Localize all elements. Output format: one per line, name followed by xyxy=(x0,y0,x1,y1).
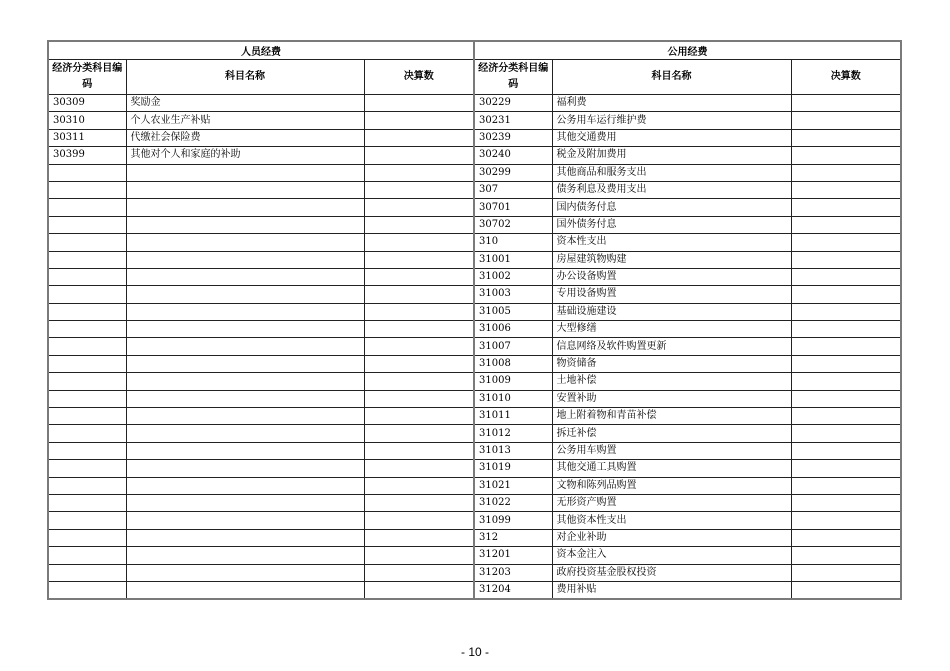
right-amount-cell xyxy=(791,390,901,407)
right-name-cell: 其他交通工具购置 xyxy=(552,460,791,477)
right-amount-cell xyxy=(791,164,901,181)
left-code-cell xyxy=(48,303,126,320)
left-name-cell xyxy=(126,564,364,581)
left-code-cell xyxy=(48,581,126,599)
right-name-cell: 无形资产购置 xyxy=(552,494,791,511)
right-code-cell: 30701 xyxy=(474,199,552,216)
left-amount-cell xyxy=(364,442,474,459)
table-row xyxy=(48,251,901,268)
column-header-left-amount: 决算数 xyxy=(364,60,474,95)
left-amount-cell xyxy=(364,512,474,529)
expenditure-table xyxy=(47,40,902,600)
right-amount-cell xyxy=(791,251,901,268)
left-code-cell xyxy=(48,529,126,546)
left-name-cell xyxy=(126,512,364,529)
right-code-cell: 31002 xyxy=(474,268,552,285)
left-code-cell xyxy=(48,234,126,251)
right-code-cell: 30229 xyxy=(474,95,552,112)
right-name-cell: 大型修缮 xyxy=(552,321,791,338)
left-code-cell xyxy=(48,477,126,494)
right-name-cell: 其他交通费用 xyxy=(552,129,791,146)
left-name-cell xyxy=(126,321,364,338)
left-amount-cell xyxy=(364,477,474,494)
right-name-cell: 国外债务付息 xyxy=(552,216,791,233)
table-row xyxy=(48,164,901,181)
left-amount-cell xyxy=(364,547,474,564)
table-row xyxy=(48,216,901,233)
column-header-left-code: 经济分类科目编码 xyxy=(48,60,126,95)
left-amount-cell xyxy=(364,147,474,164)
left-name-cell xyxy=(126,199,364,216)
right-code-cell: 31021 xyxy=(474,477,552,494)
right-name-cell: 政府投资基金股权投资 xyxy=(552,564,791,581)
left-amount-cell xyxy=(364,216,474,233)
table-row xyxy=(48,147,901,164)
right-amount-cell xyxy=(791,199,901,216)
left-code-cell xyxy=(48,425,126,442)
right-name-cell: 办公设备购置 xyxy=(552,268,791,285)
left-code-cell xyxy=(48,460,126,477)
left-code-cell xyxy=(48,321,126,338)
left-amount-cell xyxy=(364,494,474,511)
page-number: - 10 - xyxy=(460,645,489,659)
left-name-cell xyxy=(126,234,364,251)
left-code-cell xyxy=(48,564,126,581)
left-amount-cell xyxy=(364,408,474,425)
left-name-cell: 其他对个人和家庭的补助 xyxy=(126,147,364,164)
right-code-cell: 31022 xyxy=(474,494,552,511)
left-code-cell xyxy=(48,181,126,198)
table-row xyxy=(48,494,901,511)
right-amount-cell xyxy=(791,95,901,112)
table-row xyxy=(48,373,901,390)
table-row xyxy=(48,581,901,599)
right-amount-cell xyxy=(791,581,901,599)
right-name-cell: 资本金注入 xyxy=(552,547,791,564)
table-row xyxy=(48,199,901,216)
table-row xyxy=(48,390,901,407)
column-header-right-amount: 决算数 xyxy=(791,60,901,95)
left-code-cell xyxy=(48,373,126,390)
left-amount-cell xyxy=(364,286,474,303)
left-name-cell: 奖励金 xyxy=(126,95,364,112)
left-name-cell xyxy=(126,477,364,494)
right-name-cell: 土地补偿 xyxy=(552,373,791,390)
right-name-cell: 公务用车运行维护费 xyxy=(552,112,791,129)
right-amount-cell xyxy=(791,268,901,285)
left-code-cell xyxy=(48,164,126,181)
right-amount-cell xyxy=(791,408,901,425)
left-name-cell xyxy=(126,338,364,355)
table-row xyxy=(48,234,901,251)
left-code-cell: 30310 xyxy=(48,112,126,129)
left-amount-cell xyxy=(364,181,474,198)
right-amount-cell xyxy=(791,216,901,233)
group-header-public: 公用经费 xyxy=(474,41,901,60)
left-code-cell xyxy=(48,512,126,529)
right-amount-cell xyxy=(791,338,901,355)
left-amount-cell xyxy=(364,425,474,442)
table-row xyxy=(48,321,901,338)
right-name-cell: 安置补助 xyxy=(552,390,791,407)
right-amount-cell xyxy=(791,286,901,303)
column-header-left-name: 科目名称 xyxy=(126,60,364,95)
left-code-cell: 30309 xyxy=(48,95,126,112)
right-amount-cell xyxy=(791,373,901,390)
right-name-cell: 国内债务付息 xyxy=(552,199,791,216)
left-amount-cell xyxy=(364,355,474,372)
right-code-cell: 31099 xyxy=(474,512,552,529)
column-header-right-name: 科目名称 xyxy=(552,60,791,95)
right-name-cell: 信息网络及软件购置更新 xyxy=(552,338,791,355)
left-code-cell xyxy=(48,408,126,425)
right-name-cell: 福利费 xyxy=(552,95,791,112)
right-code-cell: 312 xyxy=(474,529,552,546)
right-code-cell: 31003 xyxy=(474,286,552,303)
table-row xyxy=(48,129,901,146)
table-row xyxy=(48,181,901,198)
left-code-cell xyxy=(48,338,126,355)
right-name-cell: 地上附着物和青苗补偿 xyxy=(552,408,791,425)
table-row xyxy=(48,95,901,112)
table-body xyxy=(48,95,901,600)
left-amount-cell xyxy=(364,268,474,285)
right-amount-cell xyxy=(791,460,901,477)
table-row xyxy=(48,268,901,285)
left-name-cell xyxy=(126,303,364,320)
right-amount-cell xyxy=(791,529,901,546)
right-amount-cell xyxy=(791,112,901,129)
right-code-cell: 30702 xyxy=(474,216,552,233)
right-code-cell: 31006 xyxy=(474,321,552,338)
left-name-cell xyxy=(126,425,364,442)
left-code-cell: 30399 xyxy=(48,147,126,164)
right-code-cell: 30299 xyxy=(474,164,552,181)
left-code-cell xyxy=(48,251,126,268)
left-name-cell xyxy=(126,460,364,477)
right-amount-cell xyxy=(791,442,901,459)
right-code-cell: 31201 xyxy=(474,547,552,564)
table-row xyxy=(48,547,901,564)
right-name-cell: 房屋建筑物购建 xyxy=(552,251,791,268)
left-name-cell: 个人农业生产补贴 xyxy=(126,112,364,129)
left-amount-cell xyxy=(364,390,474,407)
right-amount-cell xyxy=(791,512,901,529)
right-amount-cell xyxy=(791,234,901,251)
table-row xyxy=(48,442,901,459)
left-code-cell xyxy=(48,442,126,459)
right-code-cell: 31001 xyxy=(474,251,552,268)
left-amount-cell xyxy=(364,129,474,146)
right-name-cell: 税金及附加费用 xyxy=(552,147,791,164)
right-code-cell: 310 xyxy=(474,234,552,251)
right-code-cell: 31012 xyxy=(474,425,552,442)
left-amount-cell xyxy=(364,564,474,581)
left-name-cell xyxy=(126,164,364,181)
left-amount-cell xyxy=(364,338,474,355)
left-amount-cell xyxy=(364,112,474,129)
left-amount-cell xyxy=(364,251,474,268)
right-name-cell: 物资储备 xyxy=(552,355,791,372)
left-amount-cell xyxy=(364,95,474,112)
left-name-cell xyxy=(126,216,364,233)
right-amount-cell xyxy=(791,129,901,146)
left-name-cell xyxy=(126,494,364,511)
right-code-cell: 31204 xyxy=(474,581,552,599)
right-name-cell: 其他资本性支出 xyxy=(552,512,791,529)
right-name-cell: 资本性支出 xyxy=(552,234,791,251)
left-name-cell xyxy=(126,268,364,285)
left-name-cell xyxy=(126,442,364,459)
right-amount-cell xyxy=(791,477,901,494)
left-code-cell xyxy=(48,216,126,233)
right-amount-cell xyxy=(791,321,901,338)
right-amount-cell xyxy=(791,425,901,442)
right-amount-cell xyxy=(791,355,901,372)
left-amount-cell xyxy=(364,321,474,338)
right-code-cell: 31007 xyxy=(474,338,552,355)
left-amount-cell xyxy=(364,303,474,320)
right-code-cell: 31010 xyxy=(474,390,552,407)
group-header-row xyxy=(48,41,901,60)
left-code-cell xyxy=(48,494,126,511)
left-name-cell xyxy=(126,251,364,268)
right-name-cell: 文物和陈列品购置 xyxy=(552,477,791,494)
left-amount-cell xyxy=(364,199,474,216)
right-name-cell: 其他商品和服务支出 xyxy=(552,164,791,181)
left-name-cell xyxy=(126,547,364,564)
left-name-cell xyxy=(126,529,364,546)
right-code-cell: 31203 xyxy=(474,564,552,581)
right-name-cell: 专用设备购置 xyxy=(552,286,791,303)
left-code-cell xyxy=(48,199,126,216)
table-row xyxy=(48,529,901,546)
left-amount-cell xyxy=(364,164,474,181)
right-code-cell: 31005 xyxy=(474,303,552,320)
left-name-cell xyxy=(126,355,364,372)
right-name-cell: 费用补贴 xyxy=(552,581,791,599)
right-code-cell: 31011 xyxy=(474,408,552,425)
table-row xyxy=(48,564,901,581)
left-code-cell xyxy=(48,286,126,303)
column-header-row xyxy=(48,60,901,95)
table-row xyxy=(48,112,901,129)
right-amount-cell xyxy=(791,147,901,164)
right-name-cell: 基础设施建设 xyxy=(552,303,791,320)
left-amount-cell xyxy=(364,373,474,390)
left-name-cell xyxy=(126,408,364,425)
left-amount-cell xyxy=(364,234,474,251)
right-amount-cell xyxy=(791,494,901,511)
left-amount-cell xyxy=(364,460,474,477)
left-code-cell xyxy=(48,390,126,407)
column-header-right-code: 经济分类科目编码 xyxy=(474,60,552,95)
table-row xyxy=(48,512,901,529)
right-amount-cell xyxy=(791,564,901,581)
left-name-cell xyxy=(126,286,364,303)
right-code-cell: 30239 xyxy=(474,129,552,146)
right-amount-cell xyxy=(791,303,901,320)
table-row xyxy=(48,303,901,320)
left-name-cell xyxy=(126,181,364,198)
table-row xyxy=(48,338,901,355)
right-amount-cell xyxy=(791,181,901,198)
left-code-cell xyxy=(48,355,126,372)
right-code-cell: 31009 xyxy=(474,373,552,390)
table-row xyxy=(48,408,901,425)
right-code-cell: 307 xyxy=(474,181,552,198)
left-code-cell xyxy=(48,547,126,564)
left-amount-cell xyxy=(364,529,474,546)
left-name-cell xyxy=(126,581,364,599)
right-code-cell: 30231 xyxy=(474,112,552,129)
right-name-cell: 对企业补助 xyxy=(552,529,791,546)
table-row xyxy=(48,425,901,442)
left-name-cell: 代缴社会保险费 xyxy=(126,129,364,146)
right-code-cell: 30240 xyxy=(474,147,552,164)
right-code-cell: 31013 xyxy=(474,442,552,459)
left-code-cell xyxy=(48,268,126,285)
table-row xyxy=(48,460,901,477)
table-row xyxy=(48,477,901,494)
right-name-cell: 拆迁补偿 xyxy=(552,425,791,442)
right-name-cell: 公务用车购置 xyxy=(552,442,791,459)
table-row xyxy=(48,286,901,303)
right-code-cell: 31008 xyxy=(474,355,552,372)
table-row xyxy=(48,355,901,372)
left-name-cell xyxy=(126,390,364,407)
right-code-cell: 31019 xyxy=(474,460,552,477)
right-amount-cell xyxy=(791,547,901,564)
group-header-personnel: 人员经费 xyxy=(48,41,474,60)
right-name-cell: 债务利息及费用支出 xyxy=(552,181,791,198)
left-amount-cell xyxy=(364,581,474,599)
left-code-cell: 30311 xyxy=(48,129,126,146)
left-name-cell xyxy=(126,373,364,390)
